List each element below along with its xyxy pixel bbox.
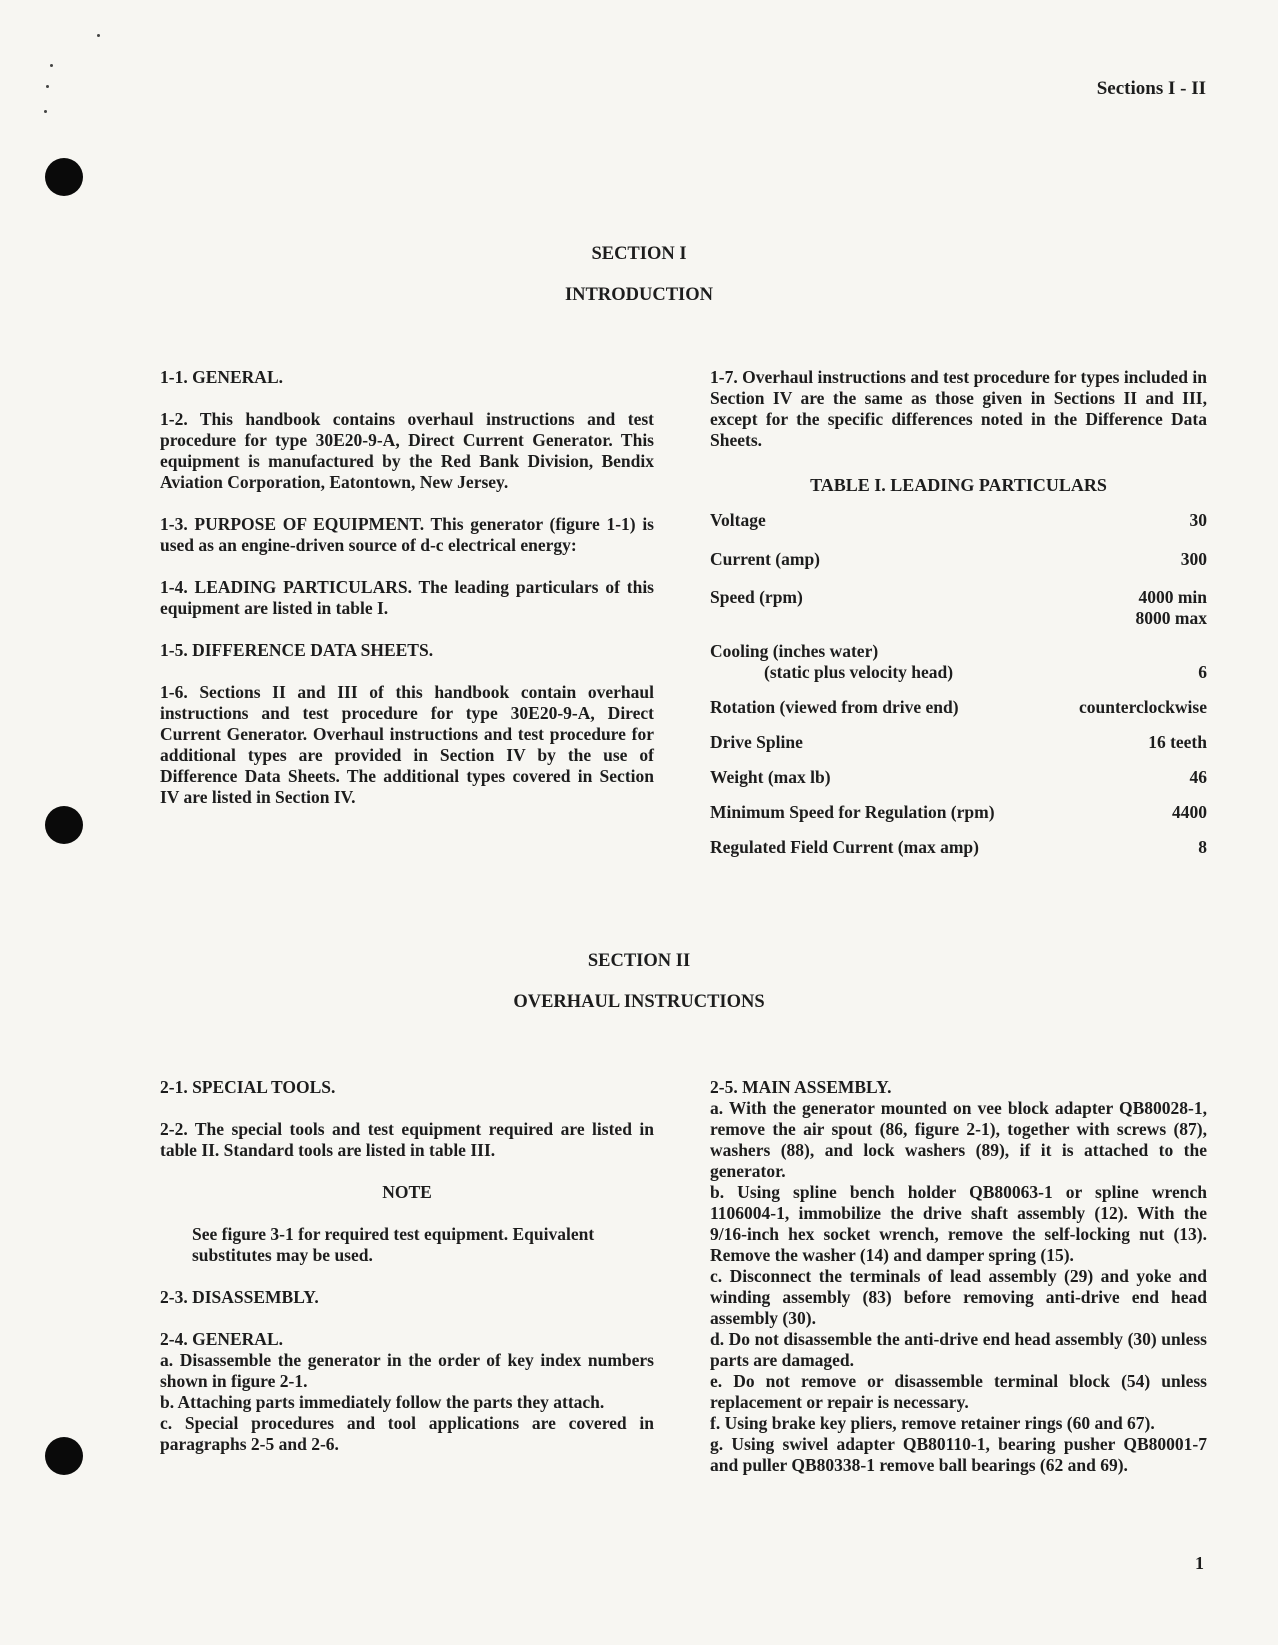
list-item: c. Disconnect the terminals of lead assembly (29) and yoke and winding assembly (83) before removing anti-drive end head assembly (30). [710,1266,1207,1328]
list-item: b. Using spline bench holder QB80063-1 or spline wrench 1106004-1, immobilize the drive shaft assembly (12). With the 9/16-inch hex socket wrench, remove the self-locking nut (13). Remove the washer (14) and damper spring (15). [710,1182,1207,1265]
leading-particulars-table [710,510,1207,858]
note-body: See figure 3-1 for required test equipment. Equivalent substitutes may be used. [192,1224,595,1265]
paragraph-heading: 1-1. GENERAL. [160,367,283,387]
section2-left-column [160,1077,654,1455]
list-item: f. Using brake key pliers, remove retainer rings (60 and 67). [710,1413,1155,1433]
list-item: a. With the generator mounted on vee block adapter QB80028-1, remove the air spout (86, figure 2-1), together with screws (87), washers (88), and lock washers (89), if it is attached to the generator. [710,1098,1207,1181]
paragraph-heading: 2-3. DISASSEMBLY. [160,1287,319,1307]
table-row [710,732,1207,753]
speck [46,85,49,88]
binder-hole-bottom [45,1437,83,1475]
row-label: Regulated Field Current (max amp) [710,837,979,857]
row-label: Current (amp) [710,549,821,569]
row-label: Voltage [710,510,766,530]
row-label: Cooling (inches water) [710,641,879,661]
row-value: 300 [1180,549,1207,569]
table-row [710,767,1207,788]
table-row [710,510,1207,531]
paragraph: 1-4. LEADING PARTICULARS. The leading particulars of this equipment are listed in table I. [160,577,654,618]
row-value: 16 teeth [1148,732,1207,752]
paragraph: 1-2. This handbook contains overhaul instructions and test procedure for type 30E20-9-A, Direct Current Generator. This equipment is manufactured by the Red Bank Division, Bendix Aviation Corporation, Eatontown, New Jersey. [160,409,654,492]
list-item: c. Special procedures and tool applications are covered in paragraphs 2-5 and 2-6. [160,1413,654,1454]
table-title: TABLE I. LEADING PARTICULARS [810,475,1107,495]
speck [44,110,47,113]
row-value-group [1136,587,1207,629]
paragraph: 1-6. Sections II and III of this handbook contain overhaul instructions and test procedure for type 30E20-9-A, Direct Current Generator. Overhaul instructions and test procedure for additional types are provided in Section IV by the use of Difference Data Sheets. The additional types covered in Section IV are listed in Section IV. [160,682,654,807]
row-label: Weight (max lb) [710,767,831,787]
speck [97,34,100,37]
paragraph-heading: 1-5. DIFFERENCE DATA SHEETS. [160,640,434,660]
section-number: SECTION I [591,244,687,264]
table-row [710,802,1207,823]
paragraph-heading: 2-5. MAIN ASSEMBLY. [710,1077,892,1097]
row-label-group [710,641,953,683]
section-number: SECTION II [587,951,691,971]
binder-hole-middle [45,806,83,844]
page-number: 1 [1195,1553,1204,1573]
row-value: 4000 min [1138,587,1207,607]
table-row [710,837,1207,858]
list-item: d. Do not disassemble the anti-drive end head assembly (30) unless parts are damaged. [710,1329,1207,1370]
table-row [710,697,1207,718]
row-value: 30 [1189,510,1207,530]
speck [50,64,53,67]
section1-right-column [710,367,1207,858]
row-value: 8 [1198,837,1207,857]
row-value: 6 [1198,662,1207,682]
section-title: INTRODUCTION [564,285,714,305]
binder-hole-top [45,158,83,196]
row-value: 4400 [1172,802,1207,822]
row-label: (static plus velocity head) [764,662,954,682]
list-item: b. Attaching parts immediately follow the parts they attach. [160,1392,605,1412]
section2-right-column [710,1077,1207,1476]
paragraph: 1-3. PURPOSE OF EQUIPMENT. This generator (figure 1-1) is used as an engine-driven source of d-c electrical energy: [160,514,654,555]
paragraph: 1-7. Overhaul instructions and test procedure for types included in Section IV are the same as those given in Sections II and III, except for the specific differences noted in the Difference Data Sheets. [710,367,1207,450]
row-value: 8000 max [1135,608,1207,628]
list-item: a. Disassemble the generator in the order of key index numbers shown in figure 2-1. [160,1350,654,1391]
note-heading: NOTE [382,1182,432,1202]
table-row [710,587,1207,629]
row-label: Speed (rpm) [710,587,803,607]
paragraph-heading: 2-4. GENERAL. [160,1329,283,1349]
row-label: Drive Spline [710,732,803,752]
paragraph: 2-2. The special tools and test equipment required are listed in table II. Standard tools are listed in table III. [160,1119,654,1160]
page-header: Sections I - II [1096,78,1206,99]
row-label: Rotation (viewed from drive end) [710,697,959,717]
section-title: OVERHAUL INSTRUCTIONS [513,992,765,1012]
paragraph-heading: 2-1. SPECIAL TOOLS. [160,1077,336,1097]
list-item: e. Do not remove or disassemble terminal block (54) unless replacement or repair is necessary. [710,1371,1207,1412]
section1-left-column [160,367,654,808]
table-row [710,641,1207,683]
list-item: g. Using swivel adapter QB80110-1, bearing pusher QB80001-7 and puller QB80338-1 remove ball bearings (62 and 69). [710,1434,1207,1475]
row-label: Minimum Speed for Regulation (rpm) [710,802,995,822]
row-value: 46 [1189,767,1207,787]
row-value: counterclockwise [1079,697,1207,717]
table-row [710,549,1207,570]
